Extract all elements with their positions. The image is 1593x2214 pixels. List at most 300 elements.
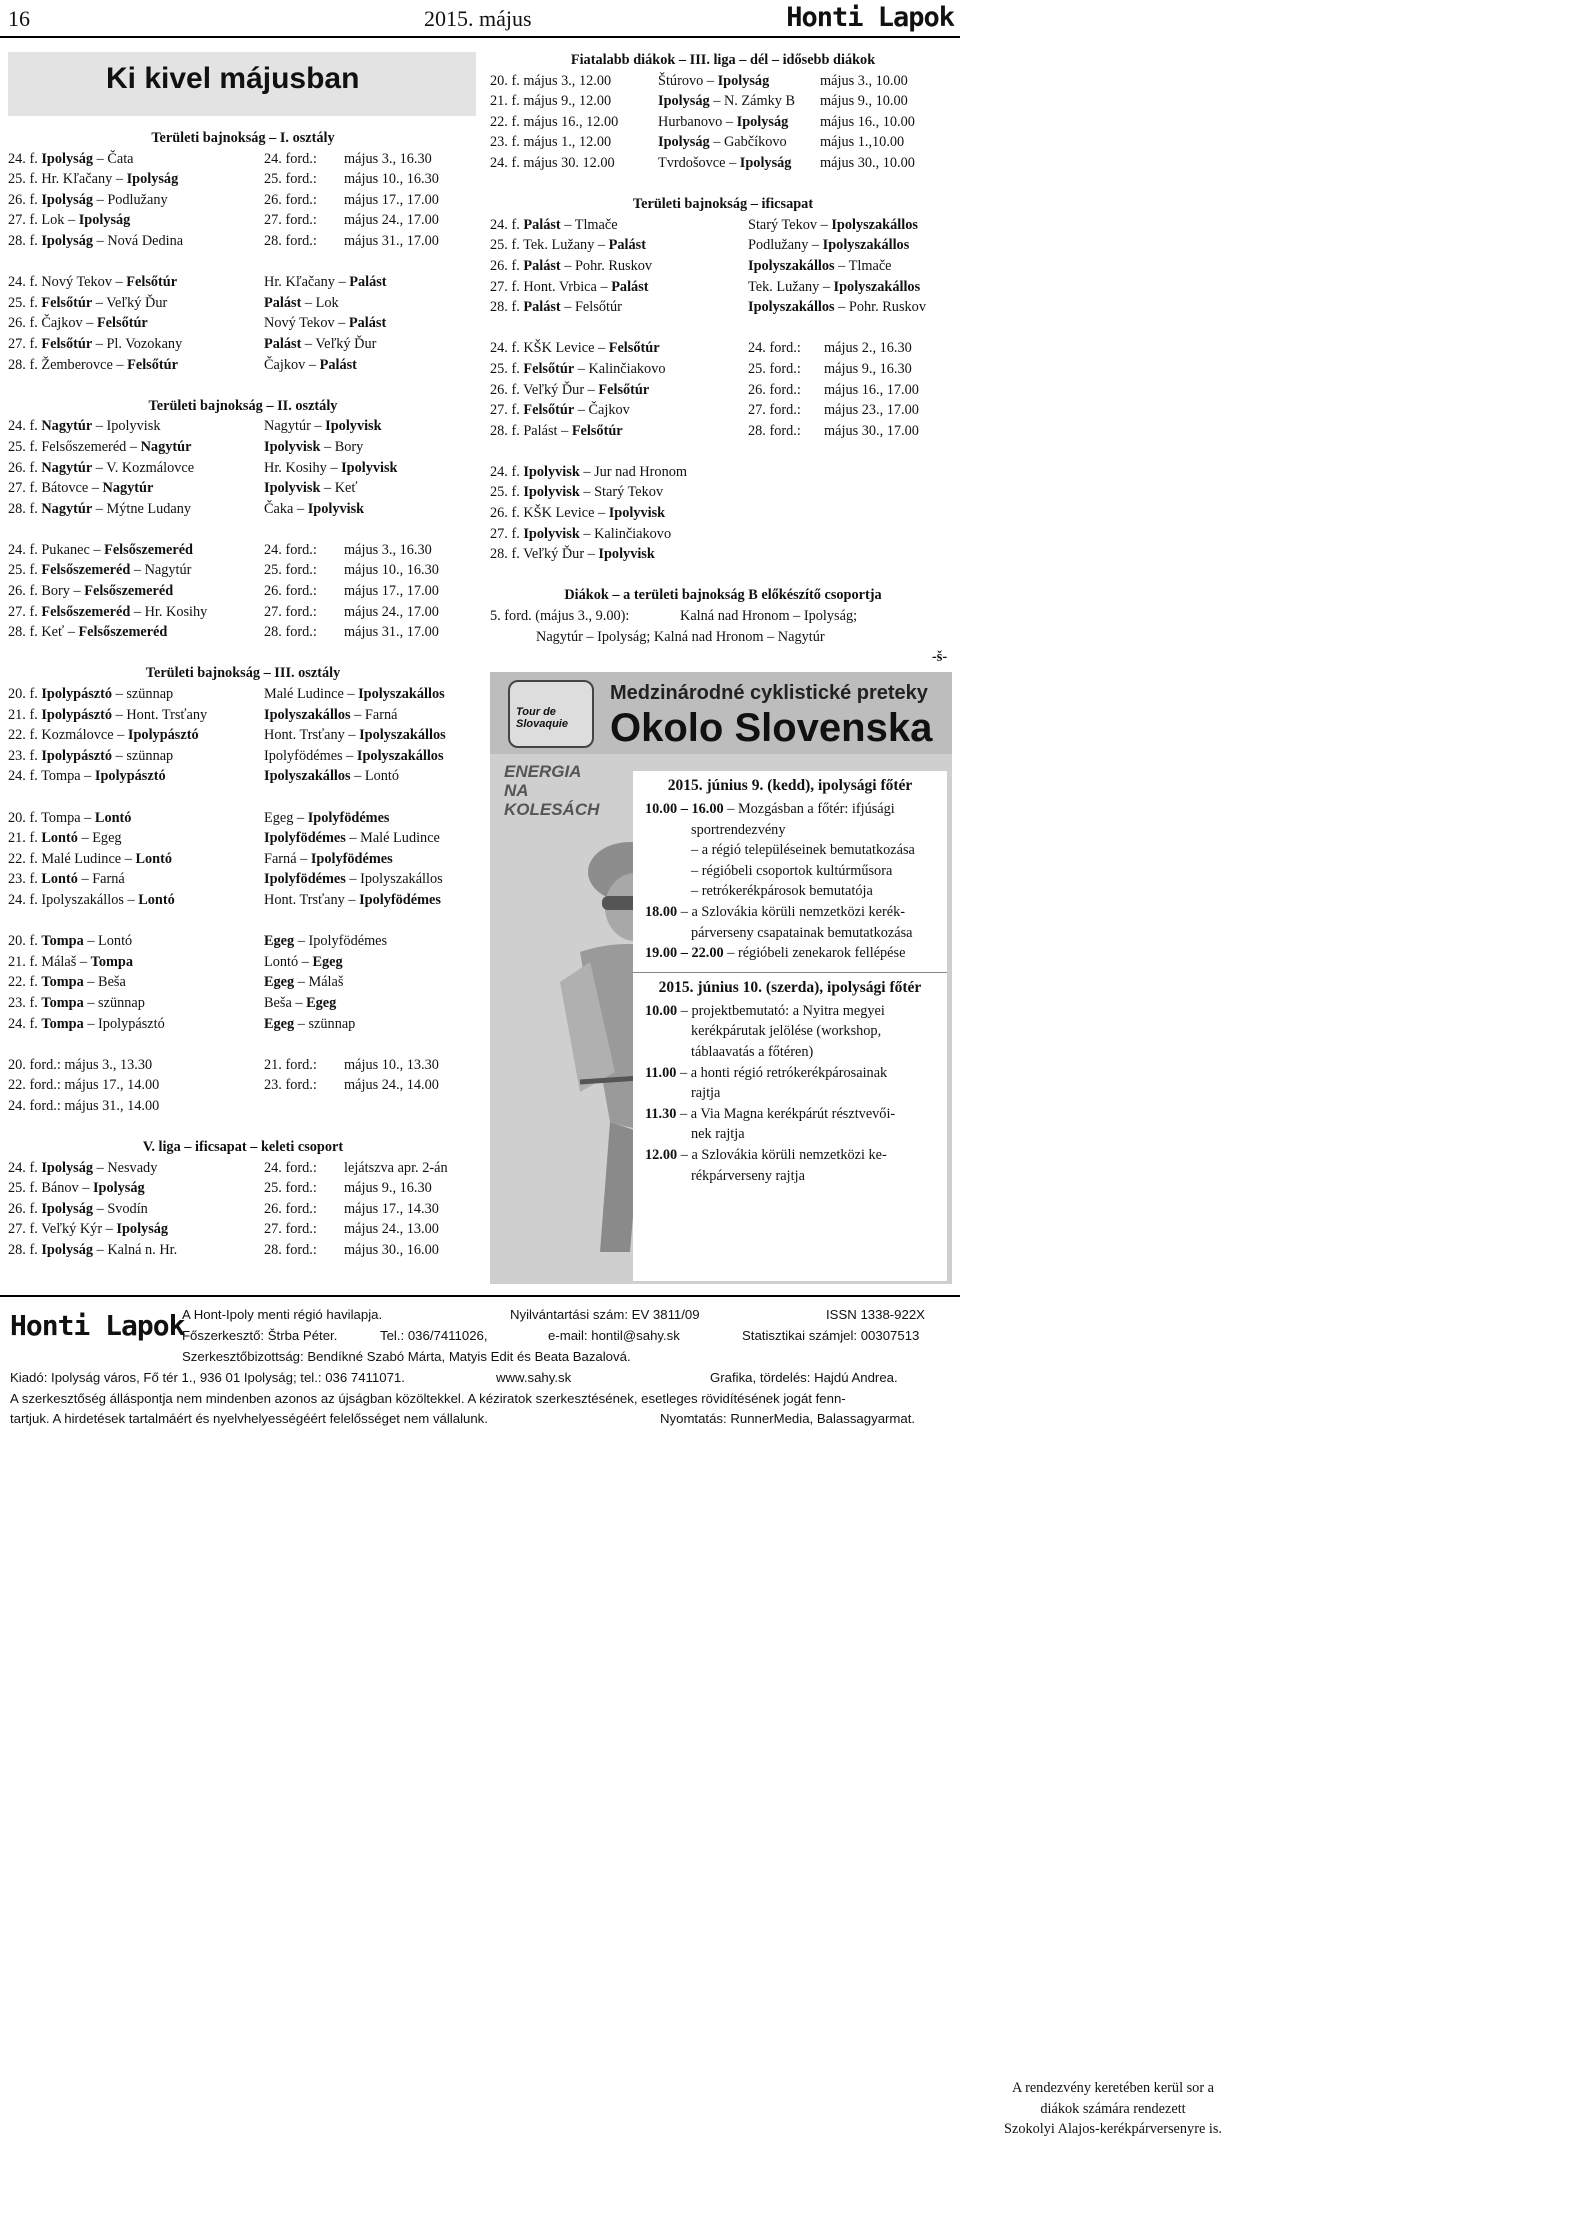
text-run: lejátszva apr. 2-án	[344, 1159, 448, 1176]
text-run: 22. f.	[8, 974, 42, 991]
program-time: 19.00 – 22.00	[645, 945, 724, 962]
text-run: – Farná	[77, 871, 125, 888]
text-run: május 23., 17.00	[824, 402, 919, 419]
fixture-row	[8, 808, 478, 829]
text-run: május 3., 10.00	[820, 72, 908, 89]
team-name: Ipolyság	[41, 232, 94, 249]
fixture-match	[264, 458, 397, 479]
team-name: Palást	[349, 274, 387, 291]
day2-heading: 2015. június 10. (szerda), ipolysági főtér	[658, 978, 922, 996]
closing-line-2: diákok számára rendezett	[1040, 2100, 1186, 2117]
text-run: május 16., 10.00	[820, 113, 915, 130]
text-run: – Nagytúr	[130, 562, 192, 579]
fixture-match	[264, 416, 382, 437]
right-column	[490, 50, 956, 668]
fixture-match	[264, 499, 364, 520]
disclaimer-line-2: tartjuk. A hirdetések tartalmáért és nyelvhelyességéért felelősséget nem vállalunk.	[10, 1411, 488, 1426]
team-name: Ipolyszakállos	[264, 768, 351, 785]
text-run: Hont. Trsťany –	[264, 727, 360, 744]
fixture-date	[344, 1219, 439, 1240]
team-name: Ipolyszakállos	[264, 706, 351, 723]
program-entry	[691, 820, 785, 841]
team-name: Ipolyszakállos	[748, 299, 835, 316]
fixture-match	[8, 231, 183, 252]
fixture-match	[264, 766, 399, 787]
fixture-match	[264, 808, 390, 829]
fixture-match	[536, 627, 825, 648]
text-run: 20. f. május 3., 12.00	[490, 72, 612, 89]
text-run: május 31., 17.00	[344, 232, 439, 249]
text-run: 25. f.	[8, 294, 42, 311]
program-text: kerékpárutak jelölése (workshop,	[691, 1023, 882, 1040]
fixture-match	[264, 355, 357, 376]
team-name: Felsőszemeréd	[41, 562, 131, 579]
program-entry	[645, 799, 895, 820]
text-run: 28. f.	[8, 1242, 42, 1259]
program-time: 10.00 – 16.00	[645, 801, 724, 817]
team-name: Egeg	[306, 994, 337, 1011]
fixture-date	[824, 338, 912, 359]
fixture-match	[8, 458, 194, 479]
fixture-row	[490, 91, 956, 112]
text-run: 28. f.	[490, 299, 524, 316]
round-info	[344, 1055, 439, 1076]
text-run: május 30., 10.00	[820, 154, 915, 171]
fixture-row	[8, 993, 478, 1014]
text-run: 26. f. KŠK Levice –	[490, 505, 609, 522]
fixture-match	[8, 890, 175, 911]
fixture-date	[820, 71, 908, 92]
text-run: – Hont. Trsťany	[112, 706, 208, 723]
text-run: Štúrovo –	[658, 72, 718, 89]
brand-logo: Honti Lapok	[786, 2, 954, 33]
team-name: Felsőtúr	[41, 335, 93, 352]
poster-subtitle: Medzinárodné cyklistické preteky	[610, 682, 928, 704]
fixture-match	[490, 503, 665, 524]
fixture-match	[490, 421, 623, 442]
fixture-row	[8, 499, 478, 520]
program-entry	[645, 1104, 895, 1125]
fixture-match	[264, 437, 363, 458]
text-run: 26. ford.:	[264, 191, 317, 208]
fixture-match	[490, 400, 630, 421]
program-entry	[691, 861, 892, 882]
fixture-date	[820, 112, 915, 133]
section-title: V. liga – ificsapat – keleti csoport	[142, 1139, 344, 1156]
text-run: 24. f. Nový Tekov –	[8, 274, 127, 291]
text-run: 24. ford.:	[264, 150, 317, 167]
fixture-date	[824, 359, 912, 380]
day1-heading: 2015. június 9. (kedd), ipolysági főtér	[667, 777, 913, 794]
article-title-box	[8, 52, 476, 116]
text-run: – Beša	[83, 974, 126, 991]
fixture-row	[8, 231, 478, 252]
text-run: május 17., 14.30	[344, 1200, 439, 1217]
fixture-round	[264, 210, 317, 231]
spacer	[8, 643, 478, 664]
text-run: 24. f. május 30. 12.00	[490, 154, 615, 171]
text-run: – Pohr. Ruskov	[834, 299, 926, 316]
text-run: – Egeg	[77, 830, 122, 847]
program-line	[645, 902, 947, 923]
program-line	[645, 840, 947, 861]
fixture-row	[8, 313, 478, 334]
team-name: Lontó	[135, 850, 172, 867]
fixture-match	[8, 1240, 177, 1261]
fixture-row	[490, 338, 956, 359]
imprint-footer	[0, 1295, 960, 1431]
footer-rule	[0, 1295, 960, 1297]
text-run: – szünnap	[112, 747, 174, 764]
text-run: – Starý Tekov	[579, 484, 664, 501]
graphics-credit: Grafika, tördelés: Hajdú Andrea.	[710, 1370, 898, 1385]
text-run: – Tlmače	[834, 257, 892, 274]
text-run: 25. f.	[8, 562, 42, 579]
fixture-match	[8, 355, 178, 376]
text-run: Lontó –	[264, 953, 313, 970]
team-name: Ipolyvisk	[325, 418, 382, 435]
fixture-match	[264, 293, 339, 314]
fixture-match	[8, 581, 173, 602]
team-name: Nagytúr	[41, 459, 93, 476]
round-row	[8, 1075, 478, 1096]
text-run: 21. f. Málaš –	[8, 953, 91, 970]
fixture-round	[264, 1178, 317, 1199]
fixture-match	[490, 524, 671, 545]
text-run: 26. f. Čajkov –	[8, 315, 97, 332]
program-line	[645, 1124, 947, 1145]
text-run: Čajkov –	[264, 356, 320, 373]
text-run: 26. f.	[8, 1200, 42, 1217]
text-run: május 10., 16.30	[344, 562, 439, 579]
text-run: – Svodín	[93, 1200, 148, 1217]
fixture-row	[8, 684, 478, 705]
fixture-row	[8, 705, 478, 726]
text-run: 27. ford.:	[264, 212, 317, 229]
fixture-date	[344, 581, 439, 602]
program-time: 18.00	[645, 903, 678, 920]
text-run: – Gabčíkovo	[709, 134, 787, 151]
fixture-round	[264, 1240, 317, 1261]
text-run: 24. ford.:	[264, 1159, 317, 1176]
fixture-match	[8, 1178, 145, 1199]
fixture-row	[8, 1014, 478, 1035]
fixture-match	[8, 849, 172, 870]
text-run: 24. ford.:	[264, 541, 317, 558]
program-line	[645, 1042, 947, 1063]
text-run: 24. f.	[8, 1015, 42, 1032]
fixture-match	[8, 149, 134, 170]
program-time: 11.00	[645, 1064, 677, 1081]
text-run: 22. ford.: május 17., 14.00	[8, 1077, 160, 1094]
text-run: Tvrdošovce –	[658, 154, 740, 171]
team-name: Egeg	[264, 974, 295, 991]
text-run: 25. f. Bánov –	[8, 1180, 93, 1197]
fixture-match	[8, 1219, 168, 1240]
text-run: 22. f. Kozmálovce –	[8, 727, 128, 744]
text-run: 24. f.	[8, 418, 42, 435]
program-time: 11.30	[645, 1105, 677, 1122]
text-run: május 24., 17.00	[344, 603, 439, 620]
text-run: – Veľký Ďur	[92, 294, 168, 311]
program-line	[645, 820, 947, 841]
team-name: Palást	[611, 278, 649, 295]
text-run: 28. ford.:	[264, 232, 317, 249]
round-info	[264, 1075, 317, 1096]
fixture-row	[490, 256, 956, 277]
fixture-row	[8, 169, 478, 190]
tour-badge-text: Tour de Slovaquie	[516, 706, 568, 730]
text-run: – Málaš	[294, 974, 344, 991]
fixture-match	[490, 380, 649, 401]
fixture-date	[824, 400, 919, 421]
fixture-match	[264, 972, 343, 993]
team-name: Felsőszemeréd	[84, 583, 174, 600]
spacer	[490, 318, 956, 339]
fixture-match	[490, 338, 660, 359]
fixture-match	[8, 993, 145, 1014]
signature-row	[490, 647, 956, 668]
team-name: Ipolyfödémes	[310, 850, 393, 867]
program-text: sportrendezvény	[691, 821, 786, 838]
spacer	[490, 441, 956, 462]
text-run: – Čata	[93, 150, 134, 167]
day2-program	[633, 1001, 947, 1186]
fixture-match	[8, 952, 133, 973]
team-name: Ipolyszakállos	[359, 727, 446, 744]
text-run: Hont. Trsťany –	[264, 891, 360, 908]
text-run: – Lok	[301, 294, 339, 311]
team-name: Nagytúr	[41, 500, 93, 517]
program-text: rékpárverseny rajtja	[691, 1167, 805, 1184]
text-run: – szünnap	[83, 994, 145, 1011]
text-run: 23. f. május 1., 12.00	[490, 134, 612, 151]
fixture-match	[264, 931, 387, 952]
program-line	[645, 923, 947, 944]
fixture-row	[8, 1219, 478, 1240]
fixture-match	[8, 622, 167, 643]
fixture-row	[8, 725, 478, 746]
fixture-match	[264, 1014, 355, 1035]
text-run: 23. f.	[8, 871, 42, 888]
text-run: Kalná nad Hronom – Ipolyság;	[680, 608, 858, 625]
team-name: Lontó	[138, 891, 175, 908]
fixture-match	[490, 544, 655, 565]
fixture-row	[490, 462, 956, 483]
program-entry	[691, 1083, 720, 1104]
text-run: május 30., 17.00	[824, 422, 919, 439]
text-run: – Keť	[320, 480, 358, 497]
fixture-round	[264, 169, 317, 190]
text-run: 24. f.	[490, 216, 524, 233]
round-row	[8, 1096, 478, 1117]
text-run: 26. f. Veľký Ďur –	[490, 381, 599, 398]
text-run: 26. ford.:	[748, 381, 801, 398]
text-run: 21. f.	[8, 706, 42, 723]
fixture-row	[490, 153, 956, 174]
fixture-match	[264, 313, 386, 334]
program-entry	[691, 840, 915, 861]
text-run: 27. ford.:	[748, 402, 801, 419]
program-entry	[645, 1063, 887, 1084]
team-name: Felsőszemeréd	[104, 541, 194, 558]
fixture-row	[490, 297, 956, 318]
round-row	[8, 1055, 478, 1076]
fixture-date	[344, 540, 432, 561]
text-run: 25. f.	[490, 484, 524, 501]
text-run: 24. f. Ipolyszakállos –	[8, 891, 139, 908]
text-run: 25. f. Tek. Lužany –	[490, 237, 609, 254]
fixture-date	[820, 132, 904, 153]
text-run: – Ipolyszakállos	[345, 871, 443, 888]
text-run: 20. f.	[8, 933, 42, 950]
text-run: 27. ford.:	[264, 603, 317, 620]
energia-slogan	[504, 762, 599, 819]
issn: ISSN 1338-922X	[826, 1307, 925, 1322]
fixture-match	[8, 272, 177, 293]
fixture-round	[264, 560, 317, 581]
text-run: május 24., 14.00	[344, 1077, 439, 1094]
program-closing	[633, 2078, 1593, 2214]
article-title: Ki kivel májusban	[106, 62, 360, 95]
fixture-match	[490, 359, 666, 380]
text-run: 23. f.	[8, 747, 42, 764]
team-name: Egeg	[264, 1015, 295, 1032]
team-name: Palást	[523, 216, 561, 233]
team-name: Ipolypásztó	[94, 768, 166, 785]
text-run: május 10., 13.30	[344, 1056, 439, 1073]
program-entry	[645, 1145, 887, 1166]
team-name: Palást	[264, 294, 302, 311]
round-info	[8, 1096, 159, 1117]
team-name: Ipolyság	[41, 191, 94, 208]
fixture-match	[264, 849, 393, 870]
text-run: – Podlužany	[93, 191, 168, 208]
team-name: Ipolypásztó	[41, 686, 113, 703]
fixture-match	[8, 190, 168, 211]
text-run: Ipolyfödémes –	[264, 747, 357, 764]
team-name: Ipolypásztó	[41, 747, 113, 764]
fixture-match	[8, 602, 207, 623]
program-time: 10.00	[645, 1002, 678, 1019]
team-name: Tompa	[41, 994, 84, 1011]
team-name: Ipolyság	[41, 1200, 94, 1217]
spacer	[490, 565, 956, 586]
text-run: – Felsőtúr	[560, 299, 622, 316]
fixture-match	[8, 725, 199, 746]
fixture-match	[490, 462, 687, 483]
team-name: Ipolyszakállos	[833, 278, 921, 295]
team-name: Palást	[348, 315, 387, 332]
fixture-match	[8, 972, 126, 993]
team-name: Ipolyvisk	[523, 484, 580, 501]
program-entry	[691, 881, 873, 902]
text-run: – Mýtne Ludany	[92, 500, 192, 517]
fixture-date	[344, 1199, 439, 1220]
spacer	[8, 1117, 478, 1138]
fixture-row	[8, 437, 478, 458]
text-run: – Veľký Ďur	[301, 335, 377, 352]
text-run: 24. f.	[490, 463, 524, 480]
email[interactable]: e-mail: hontil@sahy.sk	[548, 1328, 680, 1343]
text-run: május 2., 16.30	[824, 340, 912, 357]
fixture-match	[490, 256, 652, 277]
text-run: Hr. Kosihy –	[264, 459, 342, 476]
fixture-match	[264, 725, 446, 746]
text-run: május 17., 17.00	[344, 583, 439, 600]
text-run: – Kalinčiakovo	[579, 525, 672, 542]
team-name: Ipolyság	[717, 72, 770, 89]
team-name: Palást	[523, 299, 561, 316]
fixture-match	[748, 277, 920, 298]
text-run: 27. ford.:	[264, 1221, 317, 1238]
program-entry	[645, 943, 905, 964]
team-name: Felsőtúr	[126, 274, 178, 291]
team-name: Palást	[264, 335, 302, 352]
fixture-date	[490, 71, 611, 92]
team-name: Nagytúr	[102, 480, 154, 497]
team-name: Ipolyság	[126, 171, 179, 188]
section-title: Fiatalabb diákok – III. liga – dél – idősebb diákok	[570, 52, 876, 68]
text-run: 28. ford.:	[264, 1242, 317, 1259]
team-name: Ipolyszakállos	[822, 237, 910, 254]
fixture-row	[490, 421, 956, 442]
text-run: – Jur nad Hronom	[579, 463, 687, 480]
fixture-match	[8, 705, 207, 726]
program-entry	[691, 1166, 805, 1187]
round-info	[344, 1075, 439, 1096]
text-run: május 24., 13.00	[344, 1221, 439, 1238]
footer-logo: Honti Lapok	[10, 1309, 185, 1342]
team-name: Ipolyszakállos	[356, 747, 444, 764]
fixture-round	[264, 1199, 317, 1220]
text-run: Nagytúr – Ipolyság; Kalná nad Hronom – Nagytúr	[536, 628, 825, 645]
text-run: 28. ford.:	[264, 624, 317, 641]
fixture-match	[264, 828, 440, 849]
text-run: 27. f.	[8, 603, 42, 620]
text-run: Egeg –	[264, 809, 308, 826]
text-run: 28. f. Keť –	[8, 624, 79, 641]
text-run: 25. f.	[490, 360, 524, 377]
program-text: – a régió településeinek bemutatkozása	[691, 842, 915, 859]
team-name: Lontó	[41, 871, 78, 888]
text-run: május 24., 17.00	[344, 212, 439, 229]
team-name: Ipolyvisk	[341, 459, 398, 476]
text-run: – Čajkov	[574, 402, 630, 419]
section-title: Területi bajnokság – I. osztály	[151, 130, 335, 146]
program-entry	[691, 1124, 745, 1145]
program-text: nek rajtja	[691, 1126, 745, 1143]
fixture-match	[8, 684, 173, 705]
text-run: 27. f.	[8, 335, 42, 352]
website[interactable]: www.sahy.sk	[496, 1370, 572, 1385]
fixture-row	[8, 478, 478, 499]
page-number: 16	[8, 6, 30, 31]
team-name: Palást	[319, 356, 357, 373]
fixture-date	[820, 153, 915, 174]
fixture-row	[8, 355, 478, 376]
fixture-match	[264, 869, 443, 890]
team-name: Palást	[608, 237, 646, 254]
fixture-row	[8, 602, 478, 623]
fixture-date	[344, 1158, 448, 1179]
program-entry	[691, 1042, 813, 1063]
text-run: – Malé Ludince	[345, 830, 440, 847]
team-name: Ipolyszakállos	[831, 216, 918, 233]
fixture-match	[658, 112, 788, 133]
text-run: Starý Tekov –	[748, 216, 832, 233]
team-name: Ipolypásztó	[127, 727, 199, 744]
